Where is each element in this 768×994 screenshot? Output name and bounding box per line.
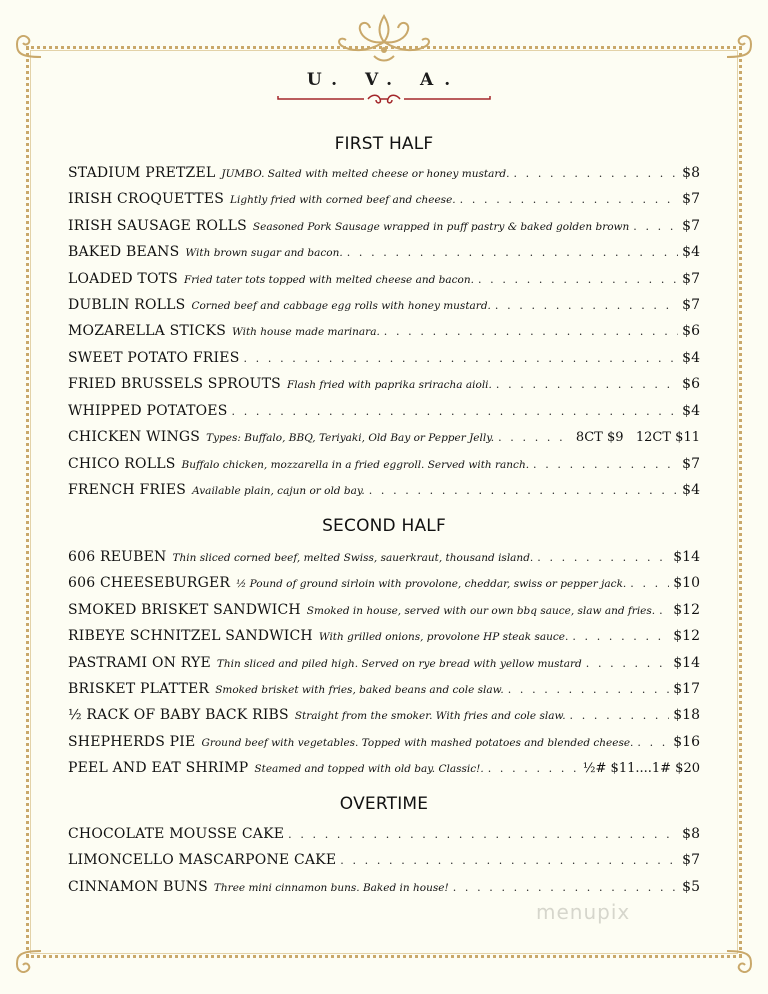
logo-underline-icon [276,92,492,106]
item-price: 8CT $9 12CT $11 [575,430,700,445]
menu-item [68,760,700,778]
dot-leader [496,378,678,391]
item-price: $7 [682,271,700,287]
menu-item [68,628,700,646]
dot-leader [572,630,669,643]
menu-item [68,655,700,673]
item-name: PEEL AND EAT SHRIMP [68,760,249,776]
item-price: $4 [682,244,700,260]
menu-item [68,297,700,315]
dot-leader [537,551,669,564]
item-price: $4 [682,350,700,366]
item-description: Available plain, cajun or old bay. [192,485,365,497]
dot-leader [659,604,669,617]
section-title-first-half: FIRST HALF [334,134,434,154]
item-price: $7 [682,456,700,472]
dot-leader [488,762,579,775]
section-title-overtime: OVERTIME [339,794,429,814]
item-price: $12 [673,628,700,644]
item-price: $10 [673,575,700,591]
item-description: Smoked in house, served with our own bbq sauce, slaw and fries. [306,605,656,617]
item-description: Types: Buffalo, BBQ, Teriyaki, Old Bay or Pepper Jelly. [206,432,495,444]
dot-leader [288,828,678,841]
item-price: ½# $11....1# $20 [582,761,700,776]
item-name: CHICKEN WINGS [68,429,201,445]
item-name: FRENCH FRIES [68,482,187,498]
item-name: CHICO ROLLS [68,456,176,472]
item-name: BAKED BEANS [68,244,180,260]
item-name: PASTRAMI ON RYE [68,655,211,671]
item-name: IRISH CROQUETTES [68,191,225,207]
item-price: $4 [682,482,700,498]
item-name: BRISKET PLATTER [68,681,210,697]
menu-item [68,575,700,593]
menu-item [68,681,700,699]
menu-item [68,165,700,183]
dot-leader [633,220,678,233]
item-price: $16 [673,734,700,750]
item-name: LOADED TOTS [68,271,178,287]
item-name: WHIPPED POTATOES [68,403,228,419]
menu-item [68,350,700,368]
item-description: Thin sliced and piled high. Served on rye bread with yellow mustard [216,658,582,670]
item-description: With grilled onions, provolone HP steak sauce. [318,631,569,643]
menu-item [68,244,700,262]
item-name: CHOCOLATE MOUSSE CAKE [68,826,285,842]
menu-item [68,456,700,474]
item-description: Lightly fried with corned beef and cheese. [230,194,456,206]
dot-leader [570,709,670,722]
corner-flourish-icon [724,30,754,60]
dot-leader [453,881,678,894]
restaurant-logo: U. V. A. [306,70,462,90]
item-description: Smoked brisket with fries, baked beans and cole slaw. [215,684,504,696]
dot-leader [637,736,669,749]
item-name: SMOKED BRISKET SANDWICH [68,602,301,618]
dot-leader [460,193,679,206]
item-name: RIBEYE SCHNITZEL SANDWICH [68,628,313,644]
item-price: $14 [673,549,700,565]
dot-leader [232,405,679,418]
menu-item [68,271,700,289]
item-price: $8 [682,826,700,842]
item-price: $6 [682,323,700,339]
menu-item [68,376,700,394]
item-name: SHEPHERDS PIE [68,734,196,750]
item-name: ½ RACK OF BABY BACK RIBS [68,707,289,723]
item-price: $7 [682,852,700,868]
dot-leader [369,484,678,497]
item-name: IRISH SAUSAGE ROLLS [68,218,247,234]
item-price: $17 [673,681,700,697]
item-description: Fried tater tots topped with melted cheese and bacon. [183,274,474,286]
item-description: Ground beef with vegetables. Topped with mashed potatoes and blended cheese. [201,737,634,749]
corner-flourish-icon [724,948,754,978]
section-title-second-half: SECOND HALF [322,516,446,536]
watermark: menupix [536,900,631,924]
item-price: $12 [673,602,700,618]
item-price: $7 [682,218,700,234]
item-name: STADIUM PRETZEL [68,165,216,181]
item-description: JUMBO. Salted with melted cheese or honey mustard. [221,168,510,180]
item-price: $18 [673,707,700,723]
corner-flourish-icon [14,948,44,978]
item-price: $14 [673,655,700,671]
item-name: 606 REUBEN [68,549,167,565]
item-description: Straight from the smoker. With fries and cole slaw. [294,710,566,722]
menu-item [68,879,700,897]
menu-item [68,602,700,620]
dot-leader [513,167,678,180]
crest-ornament-icon [334,12,434,64]
dot-leader [347,246,678,259]
dot-leader [508,683,670,696]
dot-leader [384,325,678,338]
dot-leader [630,577,669,590]
item-name: LIMONCELLO MASCARPONE CAKE [68,852,337,868]
dot-leader [478,273,678,286]
menu-border-inner [30,50,738,954]
item-description: Corned beef and cabbage egg rolls with honey mustard. [191,300,491,312]
dot-leader [340,854,678,867]
item-price: $7 [682,297,700,313]
item-name: 606 CHEESEBURGER [68,575,231,591]
menu-item [68,403,700,421]
item-description: Three mini cinnamon buns. Baked in house! [213,882,449,894]
menu-item [68,852,700,870]
item-price: $7 [682,191,700,207]
item-description: Thin sliced corned beef, melted Swiss, sauerkraut, thousand island. [172,552,534,564]
item-description: With house made marinara. [232,326,380,338]
item-name: MOZARELLA STICKS [68,323,226,339]
dot-leader [243,352,678,365]
item-description: ½ Pound of ground sirloin with provolone, cheddar, swiss or pepper jack. [236,578,627,590]
item-price: $4 [682,403,700,419]
dot-leader [498,431,572,444]
item-name: DUBLIN ROLLS [68,297,186,313]
item-price: $6 [682,376,700,392]
item-description: Seasoned Pork Sausage wrapped in puff pastry & baked golden brown [252,221,630,233]
item-description: Buffalo chicken, mozzarella in a fried eggroll. Served with ranch. [181,459,530,471]
menu-item [68,191,700,209]
menu-item [68,218,700,236]
menu-item [68,707,700,725]
item-name: FRIED BRUSSELS SPROUTS [68,376,281,392]
dot-leader [533,458,678,471]
item-description: Flash fried with paprika sriracha aioli. [286,379,492,391]
item-name: CINNAMON BUNS [68,879,208,895]
dot-leader [586,657,669,670]
corner-flourish-icon [14,30,44,60]
item-price: $8 [682,165,700,181]
item-description: With brown sugar and bacon. [185,247,343,259]
dot-leader [495,299,678,312]
menu-item [68,734,700,752]
item-description: Steamed and topped with old bay. Classic!. [254,763,484,775]
item-price: $5 [682,879,700,895]
menu-item [68,549,700,567]
menu-item [68,323,700,341]
item-name: SWEET POTATO FRIES [68,350,240,366]
menu-item [68,429,700,447]
menu-item [68,482,700,500]
menu-item [68,826,700,844]
